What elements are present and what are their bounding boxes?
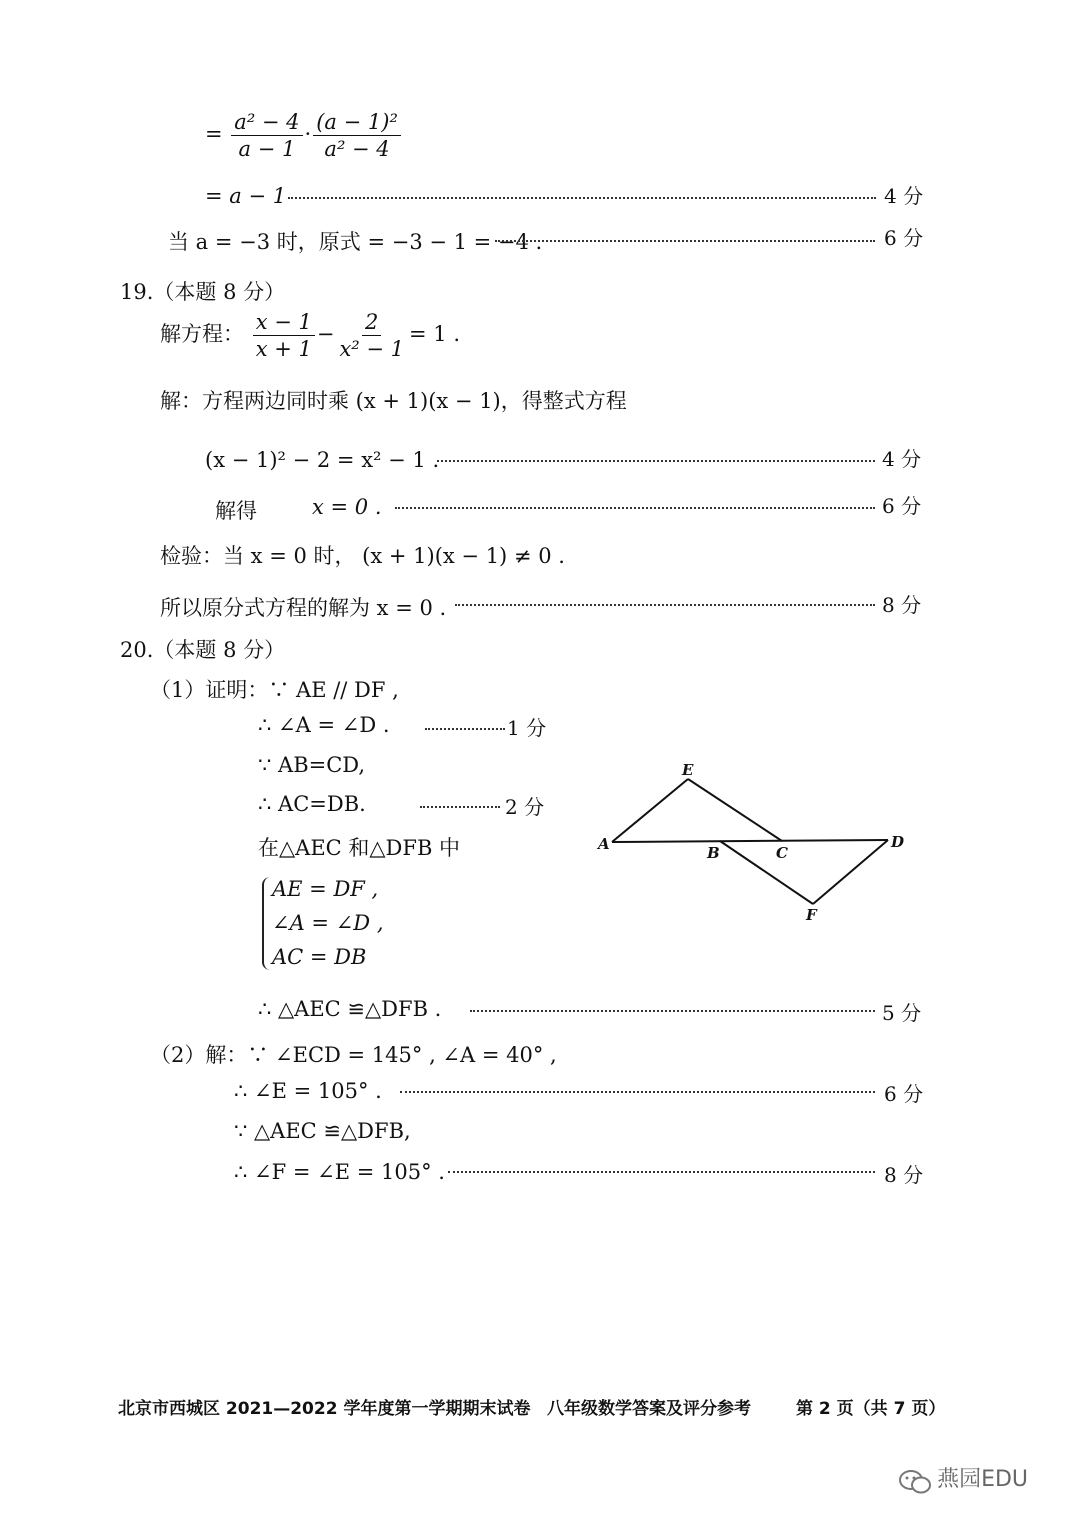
fraction-1: $\frac{\text{a² − 4}}{a - 1}$	[231, 110, 302, 161]
score-label: 6 分	[884, 1082, 924, 1106]
q19-header: 19.（本题 8 分）	[120, 280, 286, 304]
watermark	[898, 1462, 1028, 1496]
equals-sign: =	[205, 122, 223, 146]
dot-leader	[420, 806, 500, 808]
point-label-e: E	[682, 761, 694, 779]
score-label: 4 分	[884, 184, 924, 208]
score-label: 2 分	[505, 795, 545, 819]
segment-fd	[813, 840, 888, 904]
point-label-b: B	[707, 844, 720, 862]
footer-exam: 北京市西城区 2021—2022 学年度第一学期期末试卷	[118, 1399, 531, 1419]
q20-p1-line5: 在△AEC 和△DFB 中	[258, 836, 461, 860]
score-label: 5 分	[882, 1001, 922, 1025]
point-label-f: F	[806, 906, 817, 924]
q18-step2: = a − 1	[205, 184, 287, 208]
q20-p2-intro: （2）解：∵ ∠ECD = 145° , ∠A = 40° ,	[150, 1043, 557, 1067]
dot-leader	[455, 604, 875, 606]
q19-solution-intro: 解：方程两边同时乘 (x + 1)(x − 1)，得整式方程	[160, 389, 627, 413]
q20-p2-line2: ∴ ∠E = 105° .	[234, 1079, 382, 1103]
dot-leader	[470, 1010, 875, 1012]
q20-p1-conclusion: ∴ △AEC ≌△DFB .	[258, 997, 442, 1021]
q19-equation: (x − 1)² − 2 = x² − 1 .	[205, 448, 440, 472]
multiply-dot: ·	[304, 122, 312, 146]
fraction-2: $\frac{2}{\text{x² − 1}}$	[339, 310, 405, 361]
score-label: 1 分	[507, 716, 547, 740]
wechat-icon	[898, 1468, 932, 1496]
score-label: 8 分	[882, 593, 922, 617]
point-label-c: C	[776, 844, 788, 862]
dot-leader	[425, 728, 505, 730]
watermark-text: 燕园EDU	[937, 1467, 1029, 1492]
dot-leader	[395, 507, 875, 509]
q19-solve-label: 解得	[215, 499, 257, 523]
fraction-2: $\frac{\text{(a − 1)²}}{\text{a² − 4}}$	[313, 110, 401, 161]
q20-p1-intro: （1）证明：∵ AE // DF ,	[150, 678, 399, 702]
dot-leader	[495, 240, 875, 242]
q19-problem: 解方程： $\frac{x - 1}{x + 1}$ − $\frac{2}{\text{x² − 1}}$ = 1 .	[160, 310, 461, 361]
segment-bf	[720, 841, 813, 904]
dot-leader	[437, 460, 875, 462]
q19-check: 检验：当 x = 0 时， (x + 1)(x − 1) ≠ 0 .	[160, 544, 565, 568]
system-brace	[262, 877, 270, 970]
fraction-1: $\frac{x - 1}{x + 1}$	[253, 310, 315, 361]
score-label: 6 分	[884, 226, 924, 250]
q20-p2-line4: ∴ ∠F = ∠E = 105° .	[234, 1160, 445, 1184]
point-label-a: A	[598, 835, 610, 853]
q20-p1-line4: ∴ AC=DB.	[258, 792, 366, 816]
q20-p1-line3: ∵ AB=CD,	[258, 753, 366, 777]
geometry-figure	[590, 755, 920, 930]
q19-solve-value: x = 0 .	[312, 495, 382, 519]
q18-evaluation: 当 a = −3 时，原式 = −3 − 1 = −4 .	[168, 230, 543, 254]
score-label: 8 分	[884, 1163, 924, 1187]
brace-item: ∠A = ∠D ,	[272, 911, 384, 935]
dot-leader	[288, 197, 876, 199]
point-label-d: D	[891, 833, 905, 851]
segment-ec	[688, 779, 782, 841]
q18-step1	[205, 110, 403, 161]
score-label: 4 分	[882, 447, 922, 471]
q20-header: 20.（本题 8 分）	[120, 638, 286, 662]
dot-leader	[400, 1091, 875, 1093]
score-label: 6 分	[882, 494, 922, 518]
segment-ae	[612, 779, 688, 842]
brace-item: AE = DF ,	[272, 877, 379, 901]
footer-page: 第 2 页（共 7 页）	[796, 1399, 946, 1419]
brace-item: AC = DB	[272, 945, 367, 969]
q20-p2-line3: ∵ △AEC ≌△DFB,	[234, 1119, 411, 1143]
dot-leader	[448, 1171, 875, 1173]
footer-subject: 八年级数学答案及评分参考	[547, 1399, 751, 1419]
q20-p1-line2: ∴ ∠A = ∠D .	[258, 713, 390, 737]
q19-conclusion: 所以原分式方程的解为 x = 0 .	[160, 596, 447, 620]
segment-ad	[612, 840, 888, 842]
